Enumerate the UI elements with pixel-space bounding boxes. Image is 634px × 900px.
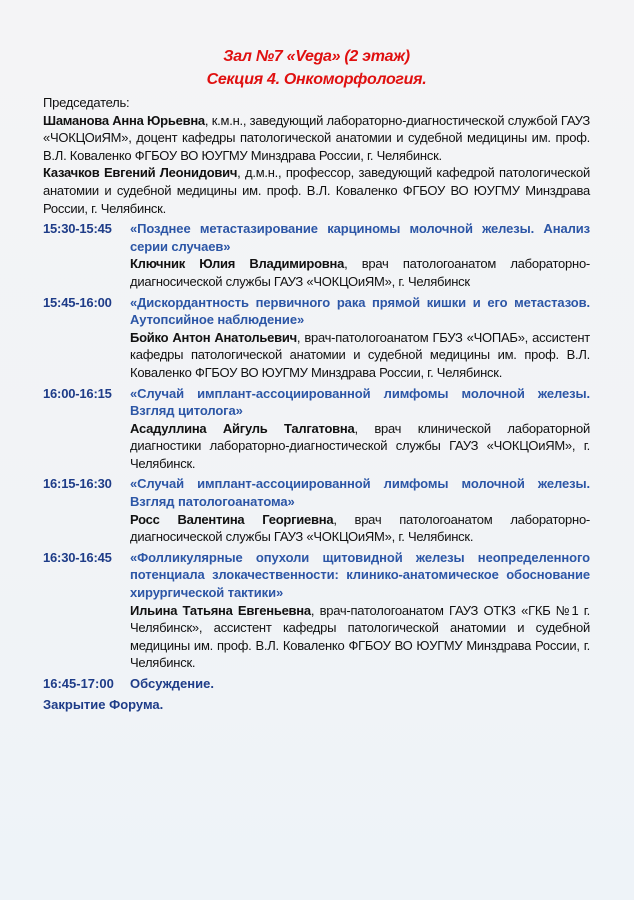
speaker-info: , врач патологоанатом лабораторно-диагносической службы ГАУЗ «ЧОКЦОиЯМ», г. Челябинск. <box>130 511 590 545</box>
slot-time: 16:15-16:30 <box>43 476 112 492</box>
chair-label: Председатель: <box>43 95 130 110</box>
program-slot <box>43 294 590 382</box>
speaker <box>130 602 590 672</box>
chair-member <box>43 112 590 165</box>
speaker-info: , врач патологоанатом лабораторно-диагносической службы ГАУЗ «ЧОКЦОиЯМ», г. Челябинск <box>130 256 590 289</box>
speaker <box>130 255 590 290</box>
closing-label: Закрытие Форума. <box>43 696 164 712</box>
program-page <box>43 45 590 713</box>
chair-member <box>43 164 590 217</box>
speaker-name: Бойко Антон Анатольевич <box>130 329 297 345</box>
slot-time: 16:30-16:45 <box>43 549 112 565</box>
talk-title: «Дискордантность первичного рака прямой кишки и его метастазов. Аутопсийное наблюдение» <box>130 294 590 328</box>
program-slot <box>43 385 590 473</box>
slot-time: 15:45-16:00 <box>43 294 112 310</box>
slot-body <box>130 294 590 382</box>
speaker <box>130 511 590 546</box>
talk-title: «Позднее метастазирование карциномы молочной железы. Анализ серии случаев» <box>130 221 590 254</box>
speaker-name: Асадуллина Айгуль Талгатовна <box>130 420 355 436</box>
slot-time: 16:00-16:15 <box>43 385 112 401</box>
speaker-name: Росс Валентина Георгиевна <box>130 511 334 527</box>
hall-title: Зал №7 «Vega» (2 этаж) <box>223 48 410 65</box>
chair-info: , к.м.н., заведующий лабораторно-диагностической службой ГАУЗ «ЧОКЦОиЯМ», доцент кафедры патологической анатомии и судебной медицины им. проф. В.Л. Коваленко ФГБОУ ВО ЮУГМУ Минздрава России, г. Челябинск. <box>43 112 590 163</box>
speaker-info: , врач-патологоанатом ГАУЗ ОТКЗ «ГКБ №1 г. Челябинск», ассистент кафедры патологической анатомии и судебной медицины им. проф. В.Л. Коваленко ФГБОУ ВО ЮУГМУ Минздрава России, г. Челябинск. <box>130 602 591 671</box>
slot-body <box>130 549 590 672</box>
section-title: Секция 4. Онкоморфология. <box>206 71 427 88</box>
chair-name: Шаманова Анна Юрьевна <box>43 112 205 128</box>
speaker-name: Ключник Юлия Владимировна <box>130 256 345 272</box>
chair-name: Казачков Евгений Леонидович <box>43 165 238 181</box>
slot-body <box>130 220 590 290</box>
slot-body <box>130 385 590 473</box>
slot-body <box>130 475 590 545</box>
speaker <box>130 420 590 473</box>
discussion-item <box>43 675 590 693</box>
speaker-info: , врач-патологоанатом ГБУЗ «ЧОПАБ», ассистент кафедры патологической анатомии и судебной медицины им. проф. В.Л. Коваленко ФГБОУ ВО ЮУГМУ Минздрава России, г. Челябинск. <box>130 329 590 380</box>
speaker-info: , врач клинической лабораторной диагностики лабораторно-диагностической службы ГАУЗ «ЧОКЦОиЯМ», г. Челябинск. <box>130 420 590 471</box>
chair-info: , д.м.н., профессор, заведующий кафедрой патологической анатомии и судебной медицины им. проф. В.Л. Коваленко ФГБОУ ВО ЮУГМУ Минздрава России, г. Челябинск. <box>43 165 590 216</box>
speaker-name: Ильина Татьяна Евгеньевна <box>130 602 311 618</box>
talk-title: «Случай имплант-ассоциированной лимфомы молочной железы. Взгляд патологоанатома» <box>130 476 590 510</box>
discussion-time: 16:45-17:00 <box>43 676 114 691</box>
discussion-label: Обсуждение. <box>130 676 214 691</box>
talk-title: «Фолликулярные опухоли щитовидной железы неопределенного потенциала злокачественности: клинико-анатомическое обоснование хирургической тактики» <box>130 549 590 601</box>
slot-time: 15:30-15:45 <box>43 221 112 237</box>
program-slot <box>43 220 590 290</box>
program-slot <box>43 475 590 545</box>
talk-title: «Случай имплант-ассоциированной лимфомы молочной железы. Взгляд цитолога» <box>130 385 590 419</box>
program-slot <box>43 549 590 672</box>
speaker <box>130 329 590 382</box>
